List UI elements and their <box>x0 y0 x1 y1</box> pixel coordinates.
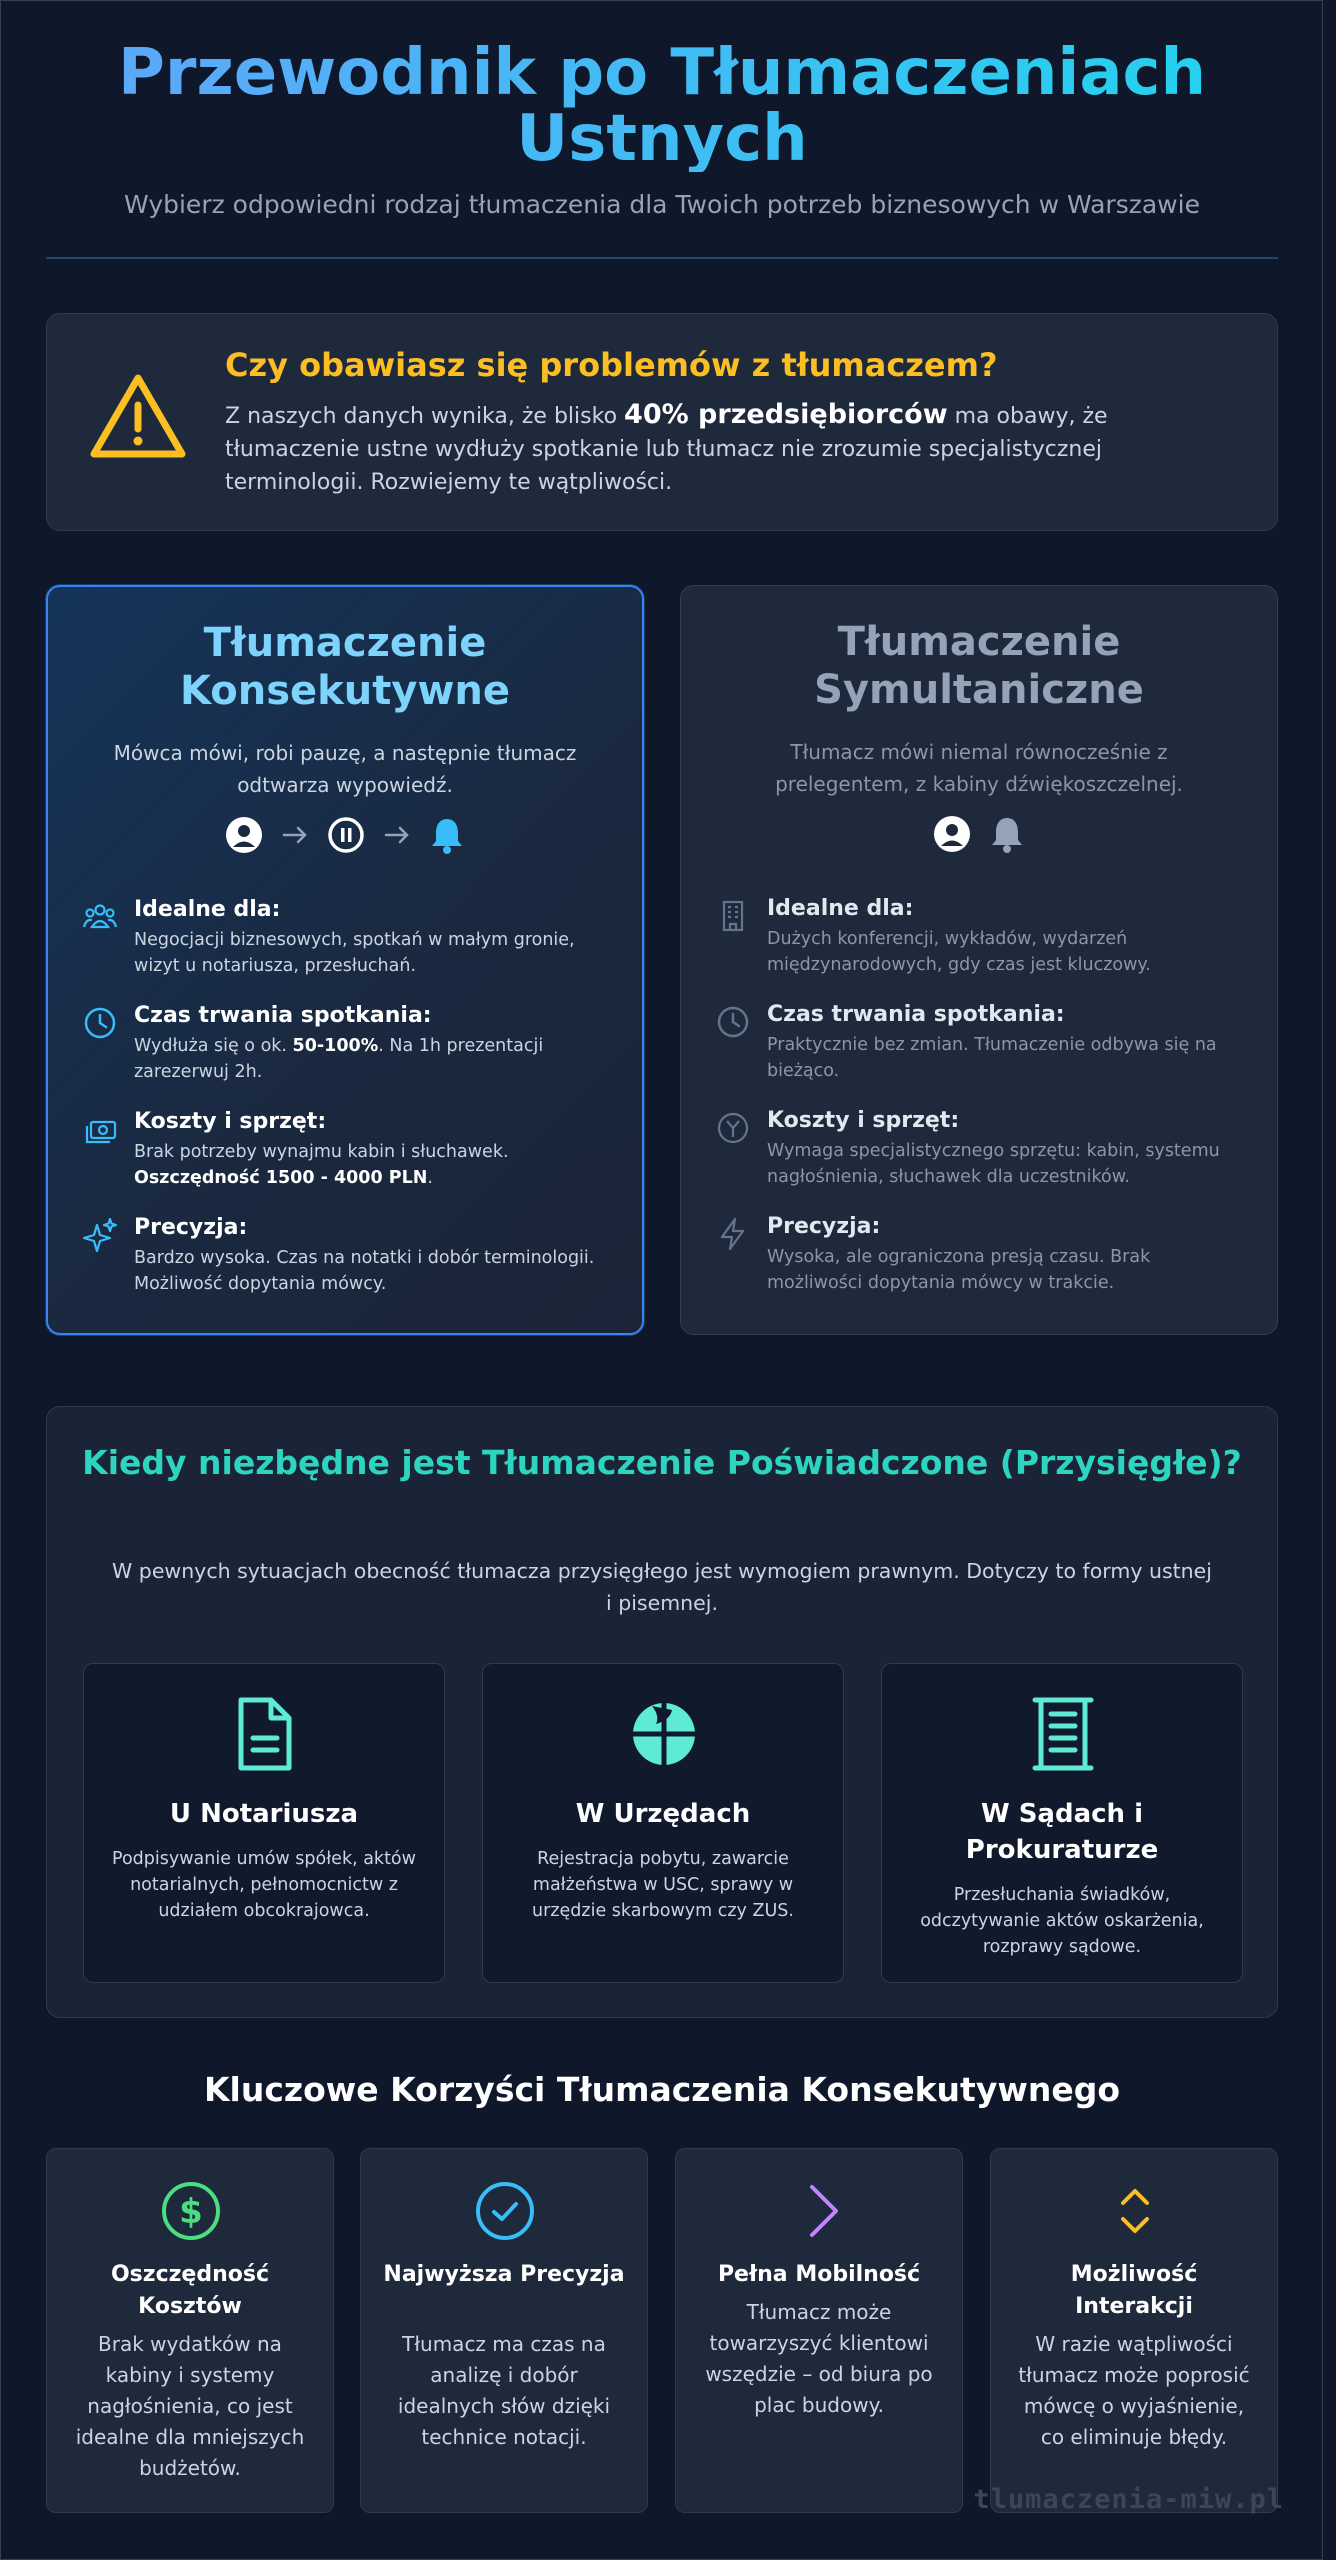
bell-icon <box>989 815 1025 853</box>
card-simultaneous-desc: Tłumacz mówi niemal równocześnie z prelegentem, z kabiny dźwiękoszczelnej. <box>775 740 1183 796</box>
chevron-up-down-icon <box>1105 2181 1165 2241</box>
pause-icon <box>327 816 365 854</box>
header <box>46 36 1278 219</box>
certified-title: Kiedy niezbędne jest Tłumaczenie Poświadczone (Przysięgłe)? <box>82 1443 1242 1482</box>
lightning-icon <box>715 1216 751 1252</box>
clock-icon <box>82 1005 118 1041</box>
simultaneous-feature-costs: Koszty i sprzęt: Wymaga specjalistycznego sprzętu: kabin, systemu nagłośnienia, słuchawek dla uczestników. <box>715 1108 1247 1198</box>
svg-text:$: $ <box>179 2192 203 2232</box>
arrow-right-icon <box>383 825 411 845</box>
globe-icon <box>630 1696 698 1772</box>
document-icon <box>231 1696 299 1772</box>
warning-triangle-icon <box>89 372 187 462</box>
simultaneous-feature-time: Czas trwania spotkania: Praktycznie bez zmian. Tłumaczenie odbywa się na bieżąco. <box>715 1002 1247 1092</box>
warning-title: Czy obawiasz się problemów z tłumaczem? <box>225 346 998 384</box>
header-divider <box>46 257 1278 259</box>
arrow-right-icon <box>281 825 309 845</box>
page-subtitle: Wybierz odpowiedni rodzaj tłumaczenia dla Twoich potrzeb biznesowych w Warszawie <box>124 190 1200 219</box>
card-consecutive-desc: Mówca mówi, robi pauzę, a następnie tłumacz odtwarza wypowiedź. <box>113 741 577 797</box>
certified-section <box>46 1406 1278 2018</box>
certified-item-offices: W Urzędach Rejestracja pobytu, zawarcie małżeństwa w USC, sprawy w urzędzie skarbowym czy ZUS. <box>482 1663 844 1983</box>
card-simultaneous-title: Tłumaczenie Symultaniczne <box>814 619 1144 713</box>
card-consecutive-title: Tłumaczenie Konsekutywne <box>179 620 511 714</box>
money-icon <box>82 1111 118 1147</box>
sparkles-icon <box>82 1217 118 1253</box>
consecutive-feature-ideal: Idealne dla: Negocjacji biznesowych, spotkań w małym gronie, wizyt u notariusza, przesłuchań. <box>82 897 612 987</box>
coin-icon <box>715 1110 751 1146</box>
certified-item-courts: W Sądach i Prokuraturze Przesłuchania świadków, odczytywanie aktów oskarżenia, rozprawy sądowe. <box>881 1663 1243 1983</box>
card-consecutive <box>46 585 644 1335</box>
clock-icon <box>715 1004 751 1040</box>
warning-body: Z naszych danych wynika, że blisko 40% przedsiębiorców ma obawy, że tłumaczenie ustne wydłuży spotkanie lub tłumacz nie zrozumie specjalistycznej terminologii. Rozwiejemy te wątpliwości. <box>225 399 1108 495</box>
speaker-icon <box>225 816 263 854</box>
simultaneous-feature-ideal: Idealne dla: Dużych konferencji, wykładów, wydarzeń międzynarodowych, gdy czas jest kluczowy. <box>715 896 1247 986</box>
bell-icon <box>429 816 465 854</box>
simultaneous-flow <box>681 815 1277 853</box>
watermark: tlumaczenia-miw.pl <box>973 2484 1284 2515</box>
benefit-cost-savings: $ Oszczędność Kosztów Brak wydatków na kabiny i systemy nagłośnienia, co jest idealne dla mniejszych budżetów. <box>46 2148 334 2513</box>
users-icon <box>82 899 118 935</box>
simultaneous-feature-precision: Precyzja: Wysoka, ale ograniczona presją czasu. Brak możliwości dopytania mówcy w trakcie. <box>715 1214 1247 1304</box>
card-simultaneous <box>680 585 1278 1335</box>
scroll-icon <box>1029 1696 1097 1772</box>
building-icon <box>715 898 751 934</box>
chevron-right-icon <box>790 2181 850 2241</box>
page-title: Przewodnik po Tłumaczeniach Ustnych <box>46 40 1278 172</box>
benefits-title: Kluczowe Korzyści Tłumaczenia Konsekutywnego <box>203 2070 1120 2109</box>
benefit-interaction: Możliwość Interakcji W razie wątpliwości tłumacz może poprosić mówcę o wyjaśnienie, co eliminuje błędy. <box>990 2148 1278 2513</box>
benefit-mobility: Pełna Mobilność Tłumacz może towarzyszyć klientowi wszędzie – od biura po plac budowy. <box>675 2148 963 2513</box>
consecutive-feature-time: Czas trwania spotkania: Wydłuża się o ok. 50-100%. Na 1h prezentacji zarezerwuj 2h. <box>82 1003 612 1093</box>
benefit-precision: Najwyższa Precyzja Tłumacz ma czas na analizę i dobór idealnych słów dzięki technice notacji. <box>360 2148 648 2513</box>
certified-item-notary: U Notariusza Podpisywanie umów spółek, aktów notarialnych, pełnomocnictw z udziałem obcokrajowca. <box>83 1663 445 1983</box>
consecutive-flow <box>48 816 642 854</box>
consecutive-feature-costs: Koszty i sprzęt: Brak potrzeby wynajmu kabin i słuchawek. Oszczędność 1500 - 4000 PLN. <box>82 1109 612 1199</box>
warning-box <box>46 313 1278 531</box>
certified-desc: W pewnych sytuacjach obecność tłumacza przysięgłego jest wymogiem prawnym. Dotyczy to formy ustnej i pisemnej. <box>112 1559 1212 1615</box>
check-circle-icon <box>475 2181 535 2241</box>
warning-highlight: 40% przedsiębiorców <box>624 399 948 430</box>
dollar-icon <box>161 2181 221 2241</box>
speaker-icon <box>933 815 971 853</box>
consecutive-feature-precision: Precyzja: Bardzo wysoka. Czas na notatki i dobór terminologii. Możliwość dopytania mówcy. <box>82 1215 612 1305</box>
